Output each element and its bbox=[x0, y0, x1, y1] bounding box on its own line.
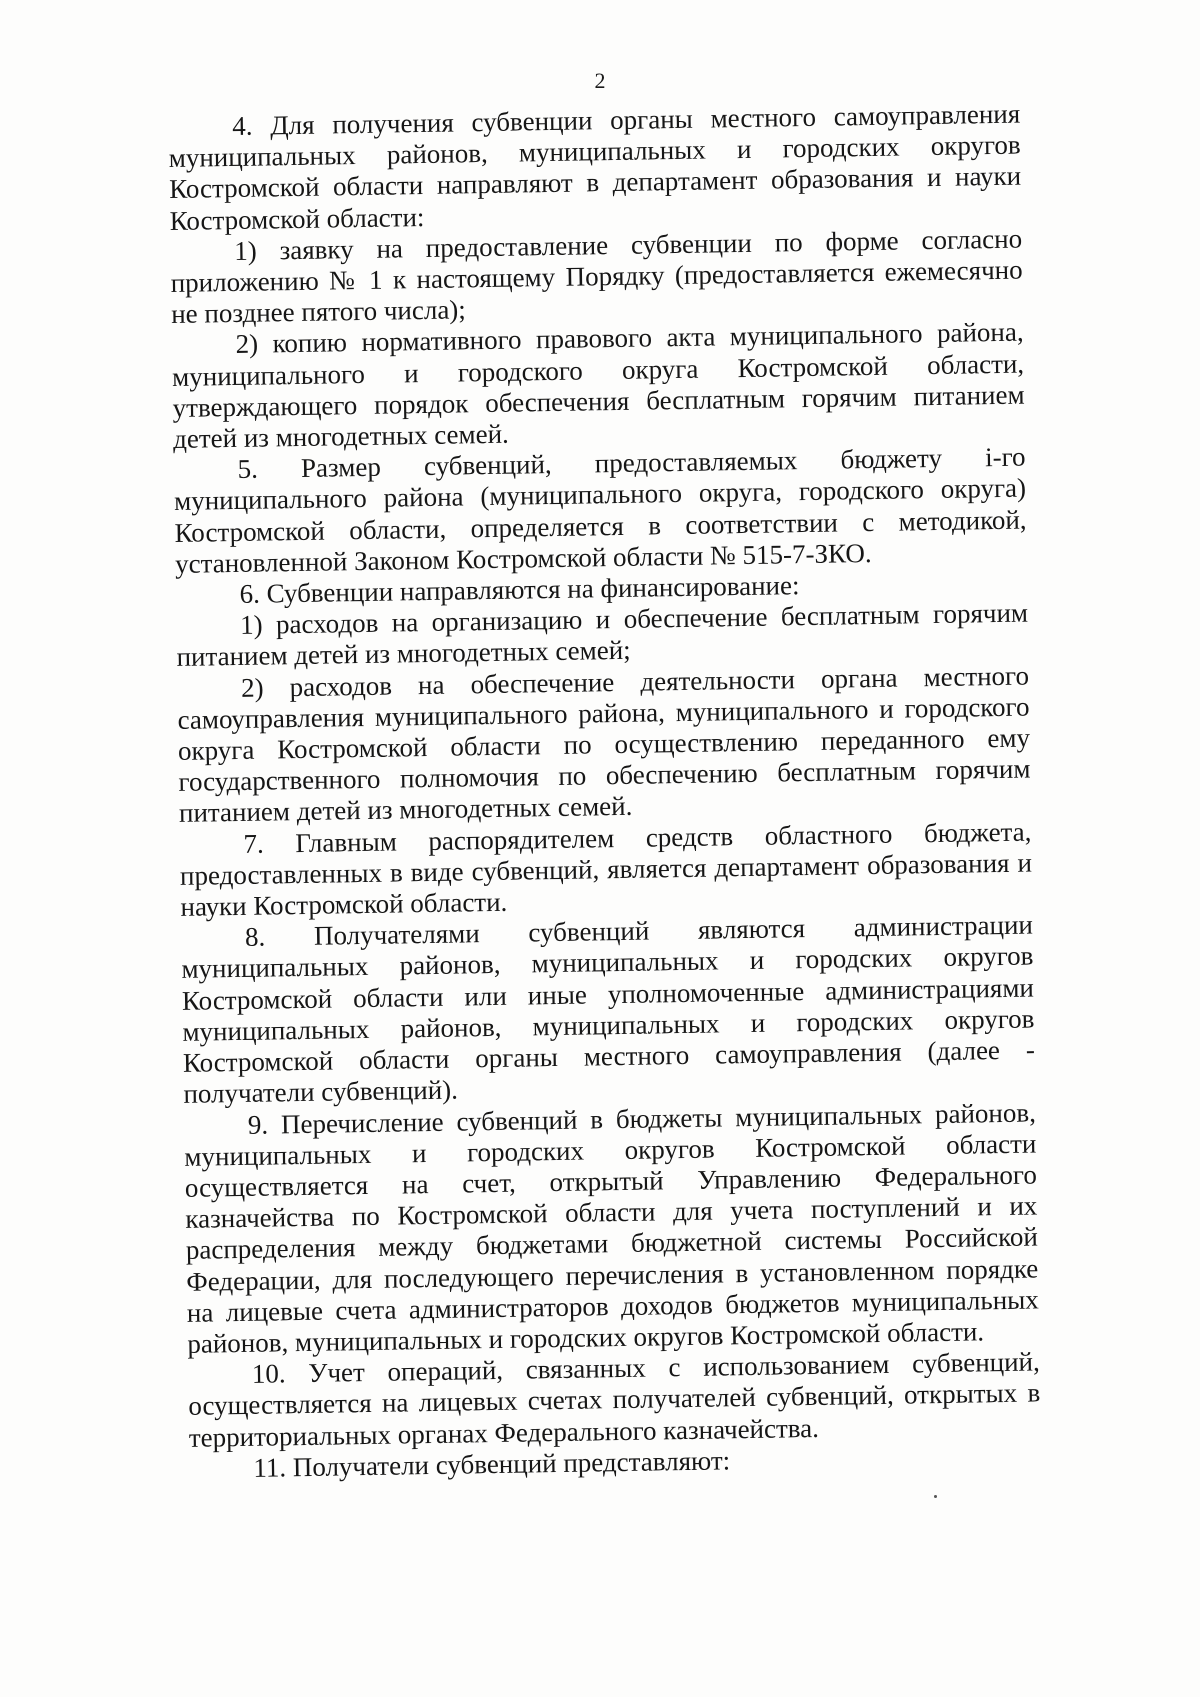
paragraph-11: 11. Получатели субвенций представляют: bbox=[253, 1445, 731, 1483]
paragraph-10: 10. Учет операций, связанных с использованием субвенций, осуществляется на лицевых счетах получателей субвенций, открытых в территориальных органах Федерального казначейства. bbox=[188, 1346, 1041, 1453]
page-number: 2 bbox=[594, 68, 606, 93]
paragraph-8: 8. Получателями субвенций являются администрации муниципальных районов, муниципальных и городских округов Костромской области или иные уполномоченные администрациями муниципальных районов, муниципальных и городских округов Костромской области органы местного самоуправления (далее - получатели субвенций). bbox=[181, 909, 1036, 1110]
document-body bbox=[168, 99, 1041, 1485]
paragraph-7: 7. Главным распорядителем средств областного бюджета, предоставленных в виде субвенций, является департамент образования и науки Костромской области. bbox=[179, 816, 1033, 922]
paragraph-4-item-1: 1) заявку на предоставление субвенции по форме согласно приложению № 1 к настоящему Порядку (предоставляется ежемесячно не позднее пятого числа); bbox=[170, 223, 1023, 330]
paragraph-4: 4. Для получения субвенции органы местного самоуправления муниципальных районов, муниципальных и городских округов Костромской области направляют в департамент образования и науки Костромской области: bbox=[168, 98, 1022, 236]
paragraph-6-item-1: 1) расходов на организацию и обеспечение бесплатным горячим питанием детей из многодетных семей; bbox=[176, 597, 1029, 673]
paragraph-4-item-2: 2) копию нормативного правового акта муниципального района, муниципального и городского округа Костромской области, утверждающего порядок обеспечения бесплатным горячим питанием детей из многодетных семей. bbox=[171, 317, 1025, 454]
paragraph-6: 6. Субвенции направляются на финансирование: bbox=[239, 570, 800, 609]
paragraph-5: 5. Размер субвенций, предоставляемых бюджету i-го муниципального района (муниципального округа, городского округа) Костромской области, определяется в соответствии с методикой, установленной Законом Костромской области № 515-7-ЗКО. bbox=[173, 441, 1027, 579]
scan-speck bbox=[934, 1495, 937, 1498]
paragraph-9: 9. Перечисление субвенций в бюджеты муниципальных районов, муниципальных и городских округов Костромской области осуществляется на счет, открытый Управлению Федерального казначейства по Костромской области для учета поступлений и их распределения между бюджетами бюджетной системы Российской Федерации, для последующего перечисления в установленном порядке на лицевые счета администраторов доходов бюджетов муниципальных районов, муниципальных и городских округов Костромской области. bbox=[184, 1096, 1039, 1359]
paragraph-6-item-2: 2) расходов на обеспечение деятельности органа местного самоуправления муниципального района, муниципального и городского округа Костромской области по осуществлению переданного ему государственного полномочия по обеспечению бесплатным горячим питанием детей из многодетных семей. bbox=[177, 660, 1031, 829]
